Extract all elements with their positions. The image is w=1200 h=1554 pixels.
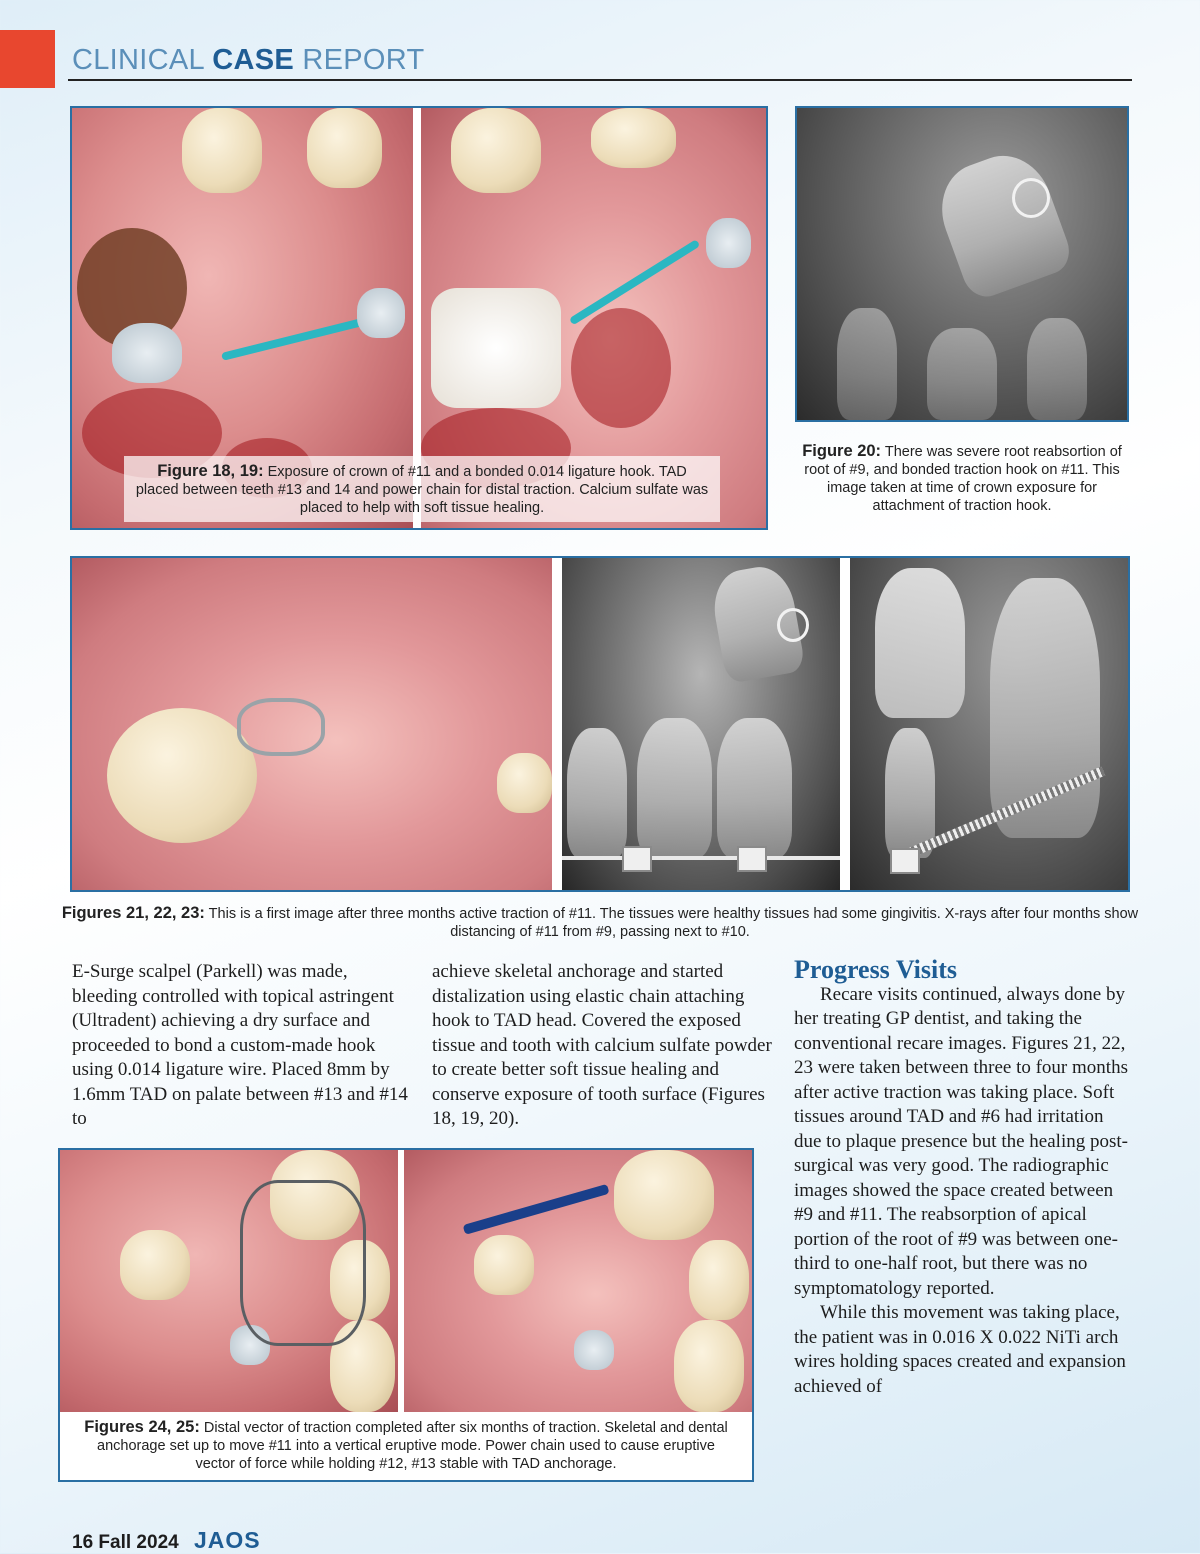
body-column-3 xyxy=(794,955,1130,1399)
figure-22-xray xyxy=(562,558,840,890)
body-column-1 xyxy=(72,960,412,1132)
figure-18-19-caption xyxy=(124,456,720,522)
header-rule xyxy=(68,79,1132,81)
figure-21-photo xyxy=(72,558,552,890)
journal-name: JAOS xyxy=(193,1527,261,1553)
section-title xyxy=(72,44,425,77)
page-number: 16 xyxy=(72,1532,94,1553)
figure-20-xray xyxy=(797,108,1127,420)
figure-21-23-frame xyxy=(70,556,1130,892)
figure-20-text: There was severe root reabsortion of root of #9, and bonded traction hook on #11. This image taken at time of crown exposure for attachment of traction hook. xyxy=(804,444,1122,514)
section-title-light: CLINICAL xyxy=(72,44,204,76)
figure-25-photo xyxy=(404,1150,752,1412)
header-accent-block xyxy=(0,30,55,88)
section-title-bold: CASE xyxy=(212,44,295,76)
progress-paragraph-2: While this movement was taking place, the patient was in 0.016 X 0.022 NiTi arch wires holding spaces created and expansion achieved of xyxy=(794,1302,1126,1397)
body-column-2 xyxy=(432,960,772,1132)
figure-24-25-frame xyxy=(58,1148,754,1482)
issue-label: Fall 2024 xyxy=(98,1532,179,1553)
figure-21-23-text: This is a first image after three months active traction of #11. The tissues were healthy tissues had some gingivitis. X-rays after four months show distancing of #11 from #9, passing next to #10. xyxy=(208,906,1139,940)
figure-21-23-caption xyxy=(60,904,1140,941)
figure-20-label: Figure 20: xyxy=(802,442,882,460)
figure-24-25-text: Distal vector of traction completed after six months of traction. Skeletal and dental anchorage set up to move #11 into a vertical eruptive mode. Power chain used to cause eruptive vector of force while holding #12, #13 stable with TAD anchorage. xyxy=(97,1420,728,1472)
page-footer xyxy=(72,1527,261,1554)
figure-21-23-label: Figures 21, 22, 23: xyxy=(61,904,205,922)
section-title-light2: REPORT xyxy=(302,44,425,76)
progress-visits-heading: Progress Visits xyxy=(794,955,957,984)
figure-24-25-label: Figures 24, 25: xyxy=(84,1418,200,1436)
figure-18-19-text: Exposure of crown of #11 and a bonded 0.014 ligature hook. TAD placed between teeth #13 and 14 and power chain for distal traction. Calcium sulfate was placed to help with soft tissue healing. xyxy=(135,464,709,516)
progress-paragraph-1: Recare visits continued, always done by her treating GP dentist, and taking the conventional recare images. Figures 21, 22, 23 were taken between three to four months after active traction was taking place. Soft tissues around TAD and #6 had irritation due to plaque presence but the healing post-surgical was very good. The radiographic images showed the space created between #9 and #11. The reabsorption of apical portion of the root of #9 was between one-third to one-half root, but there was no symptomatology reported. xyxy=(794,983,1128,1299)
figure-23-xray xyxy=(850,558,1128,890)
body-column-1-text: E-Surge scalpel (Parkell) was made, bleeding controlled with topical astringent (Ultradent) achieving a dry surface and proceeded to bond a custom-made hook using 0.014 ligature wire. Placed 8mm by 1.6mm TAD on palate between #13 and #14 to xyxy=(72,961,408,1129)
figure-18-19-frame xyxy=(70,106,768,530)
figure-18-19-label: Figure 18, 19: xyxy=(157,462,264,480)
figure-20-caption xyxy=(792,442,1132,515)
figure-24-25-caption xyxy=(60,1416,752,1475)
figure-24-photo xyxy=(60,1150,398,1412)
body-column-2-text: achieve skeletal anchorage and started distalization using elastic chain attaching hook to TAD head. Covered the exposed tissue and tooth with calcium sulfate powder to create better soft tissue healing and conserve exposure of tooth surface (Figures 18, 19, 20). xyxy=(432,961,772,1129)
figure-20-frame xyxy=(795,106,1129,422)
